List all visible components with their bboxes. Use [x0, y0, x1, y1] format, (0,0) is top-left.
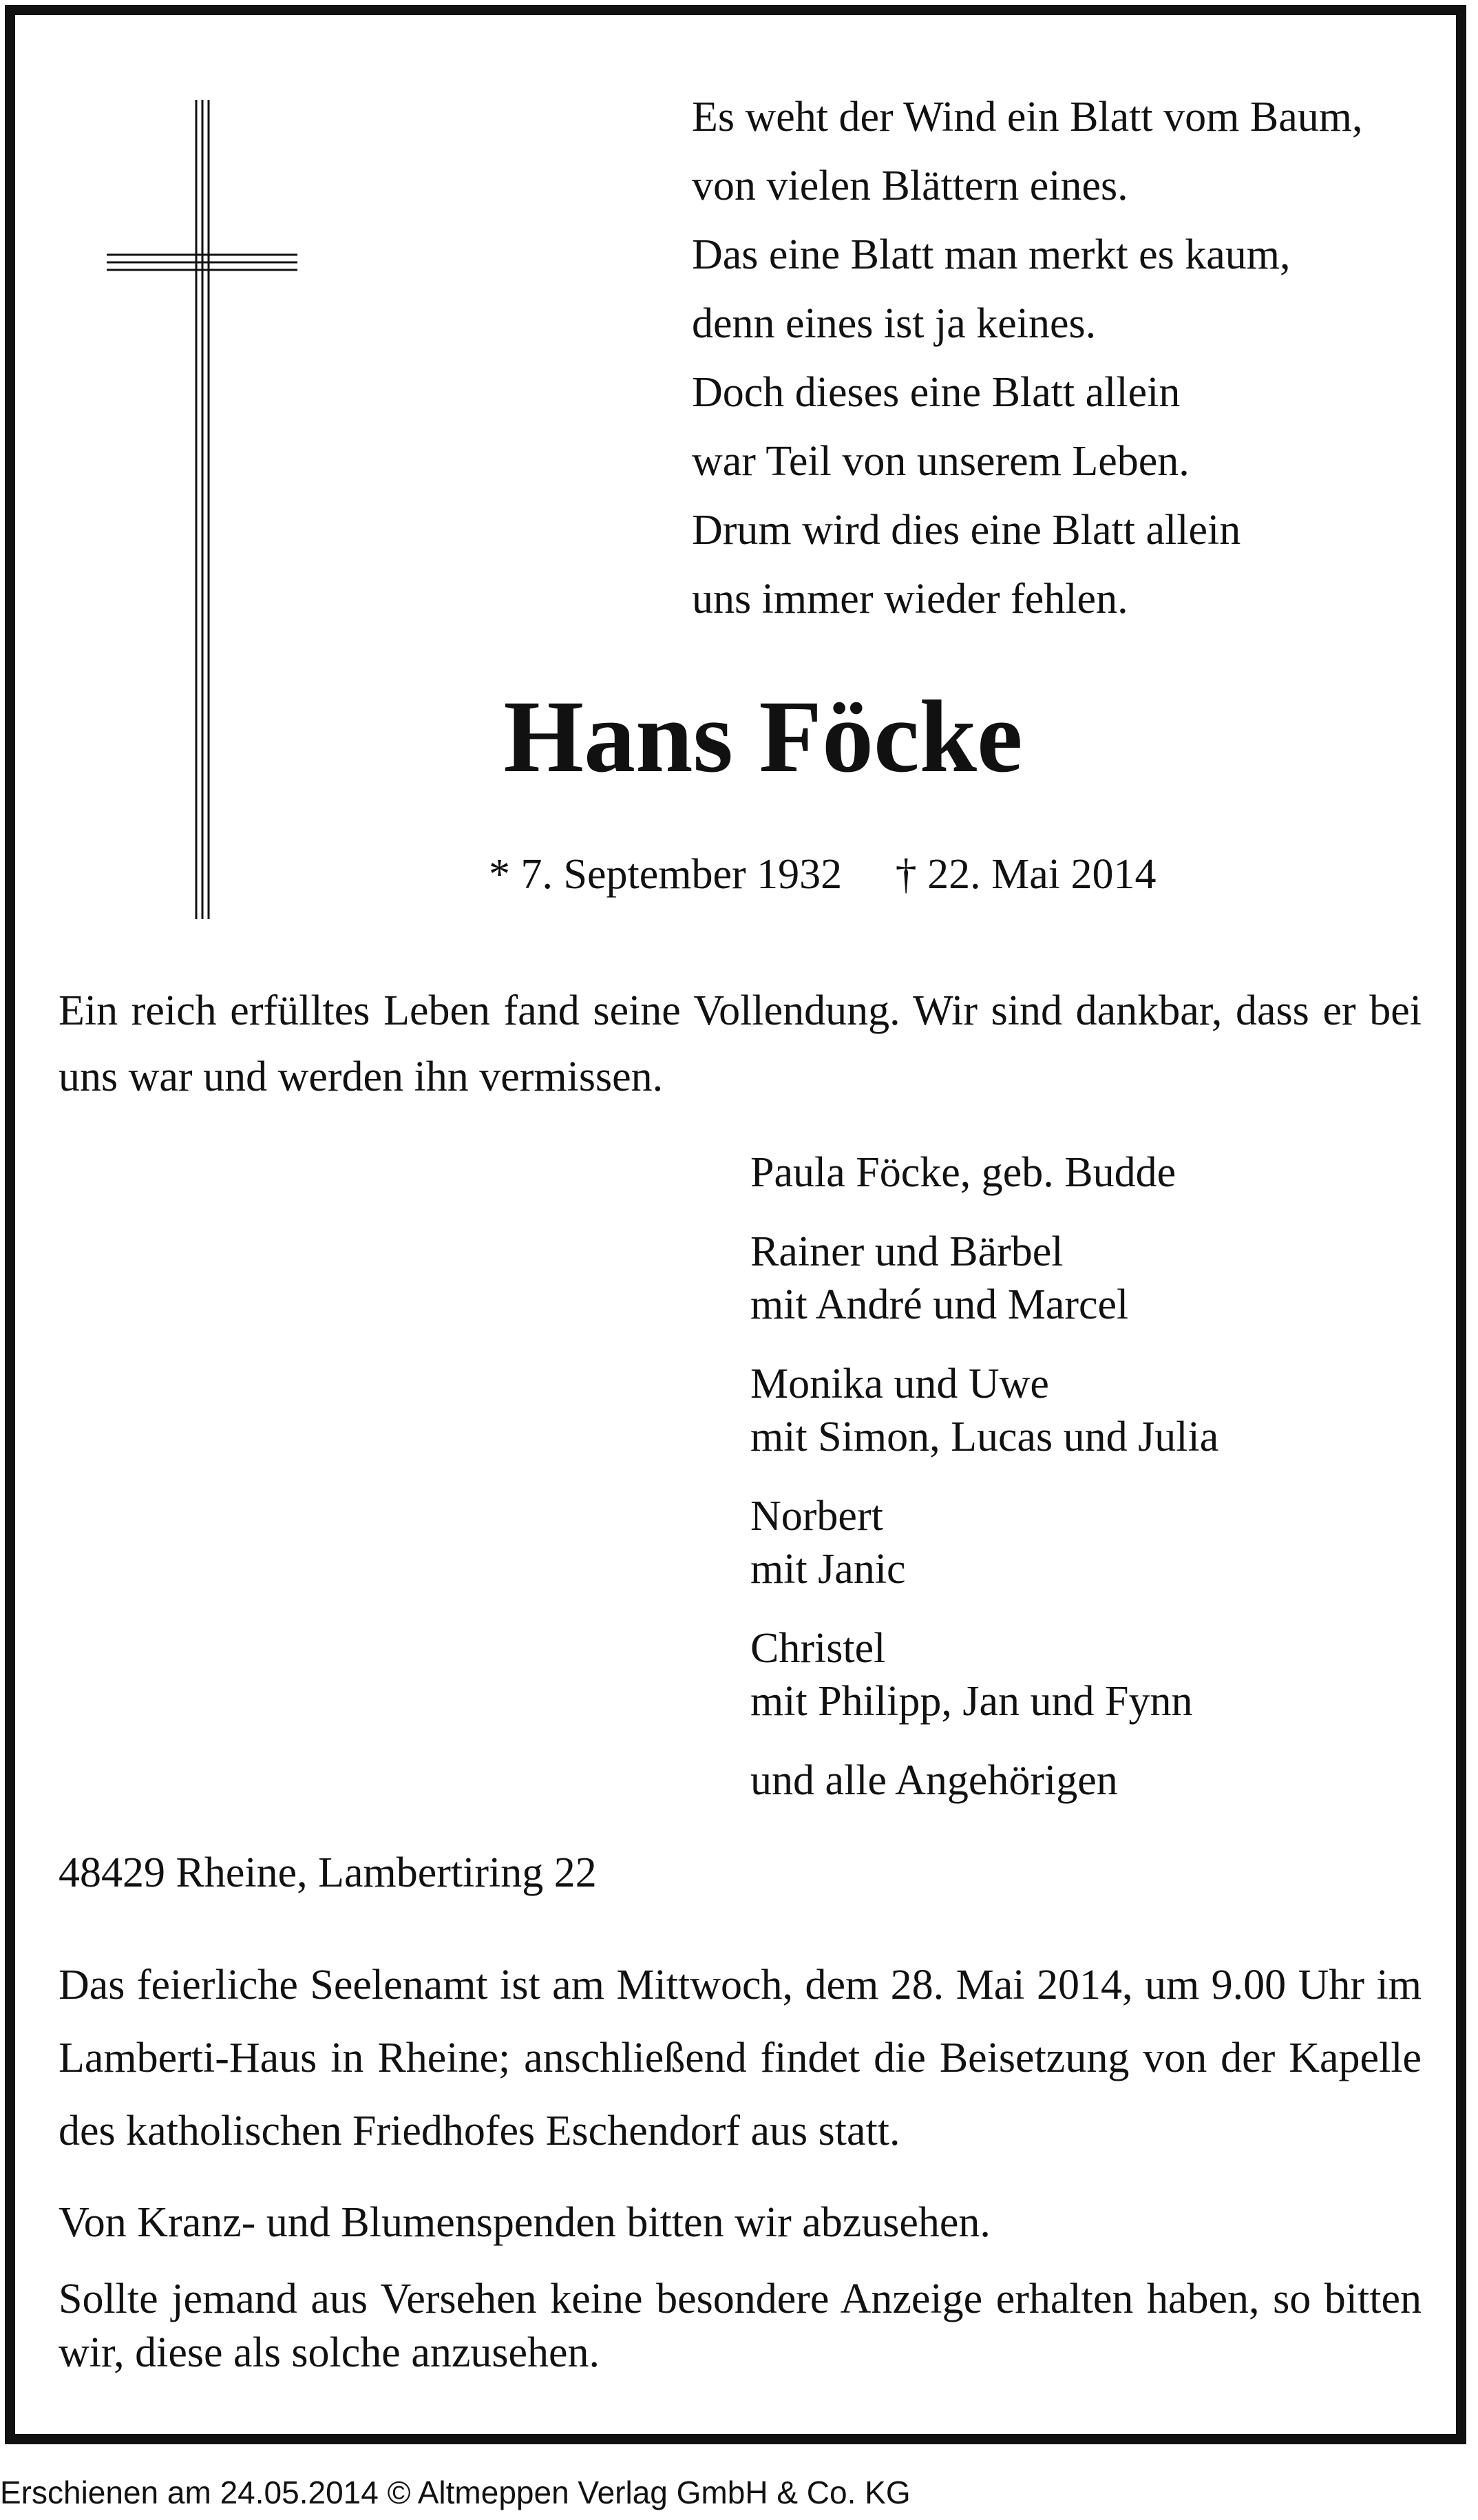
family-group: [750, 1146, 1218, 1199]
publication-footer: Erschienen am 24.05.2014 © Altmeppen Verlag GmbH & Co. KG: [0, 2475, 911, 2510]
poem-line: Drum wird dies eine Blatt allein: [692, 507, 1241, 554]
family-line: Christel: [750, 1625, 886, 1672]
poem: [692, 83, 1362, 633]
family-line: mit Simon, Lucas und Julia: [750, 1414, 1219, 1460]
poem-line: Das eine Blatt man merkt es kaum,: [692, 231, 1291, 278]
flowers-note: Von Kranz- und Blumenspenden bitten wir abzusehen.: [59, 2199, 991, 2246]
death-date: † 22. Mai 2014: [895, 851, 1157, 898]
life-dates: [489, 847, 1157, 902]
cross-icon: [103, 100, 303, 926]
family-line: Monika und Uwe: [750, 1361, 1049, 1407]
family-list: [750, 1146, 1218, 1834]
notice-note: Sollte jemand aus Versehen keine besondere Anzeige erhalten haben, so bitten wir, diese als solche anzusehen.: [59, 2276, 1422, 2376]
family-line: mit Philipp, Jan und Fynn: [750, 1678, 1193, 1725]
family-group: [750, 1226, 1218, 1332]
address: 48429 Rheine, Lambertiring 22: [59, 1849, 597, 1896]
poem-line: war Teil von unserem Leben.: [692, 438, 1190, 485]
family-line: mit André und Marcel: [750, 1281, 1129, 1328]
poem-line: von vielen Blättern eines.: [692, 162, 1128, 209]
deceased-name: Hans Föcke: [503, 680, 1023, 794]
family-line: und alle Angehörigen: [750, 1757, 1118, 1804]
poem-line: Doch dieses eine Blatt allein: [692, 369, 1181, 416]
tribute-text: Ein reich erfülltes Leben fand seine Vollendung. Wir sind dankbar, dass er bei uns war und werden ihn vermissen.: [59, 987, 1422, 1100]
poem-line: Es weht der Wind ein Blatt vom Baum,: [692, 94, 1363, 140]
poem-line: denn eines ist ja keines.: [692, 300, 1097, 347]
family-line: Norbert: [750, 1493, 883, 1540]
family-group: [750, 1622, 1218, 1728]
poem-line: uns immer wieder fehlen.: [692, 576, 1128, 622]
family-line: Paula Föcke, geb. Budde: [750, 1149, 1176, 1196]
family-line: mit Janic: [750, 1546, 906, 1593]
family-group: [750, 1490, 1218, 1596]
service-info: Das feierliche Seelenamt ist am Mittwoch, dem 28. Mai 2014, um 9.00 Uhr im Lamberti-Haus in Rheine; anschließend findet die Beisetzung von der Kapelle des katholischen Friedhofes Eschendorf aus statt.: [59, 1962, 1422, 2154]
birth-date: * 7. September 1932: [489, 851, 843, 898]
family-line: Rainer und Bärbel: [750, 1228, 1064, 1275]
family-group: [750, 1358, 1218, 1464]
family-group: [750, 1754, 1218, 1807]
